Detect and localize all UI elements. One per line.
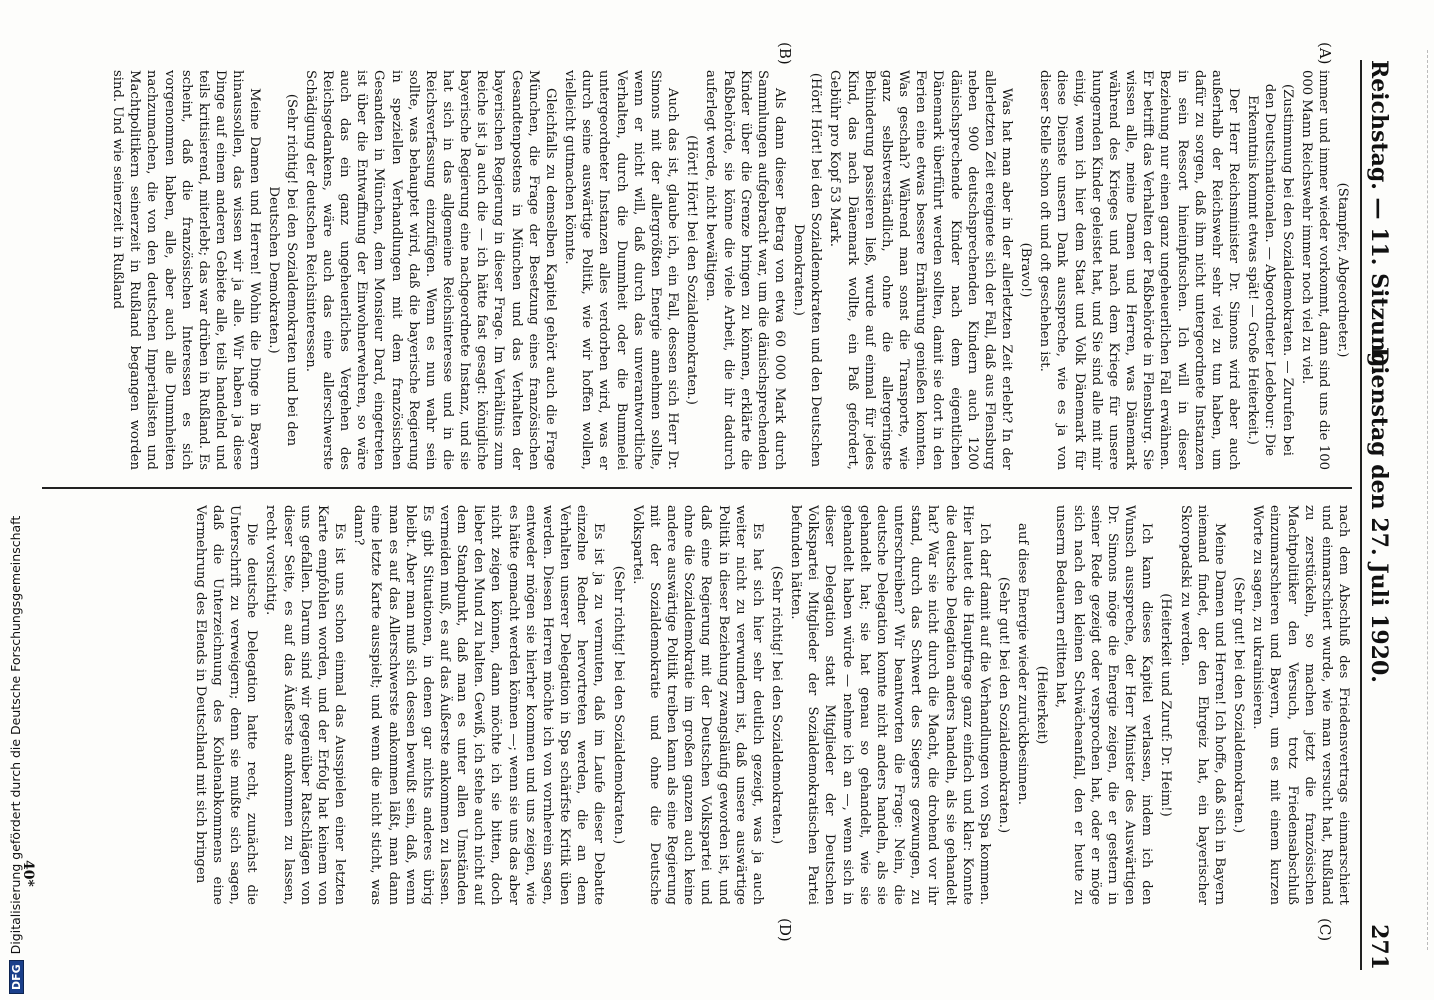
paragraph: Meine Damen und Herren! Wohin die Dinge in Bayern hinaussollen, das wissen wir ja alle. Wir haben ja diese Dinge auf einem anderen Gebiete alle, teils handelnd und teils kritisierend, miterlebt; das war drüben in Rußland. Es scheint, daß die französischen Interessen es sich vorgenommen haben, alle, aber auch alle Dummheiten nachzumachen, die von den deutschen Imperialisten und Machtpolitikern seinerzeit in Rußland begangen worden sind. Und wie seinerzeit in Rußland	[110, 70, 263, 470]
interjection-text: (Sehr richtig! bei den Sozialdemokraten.)	[769, 565, 784, 845]
signature-mark: 40*	[20, 860, 36, 887]
margin-marker-a: (A)	[1316, 42, 1334, 65]
interjection-text: (Bravo!)	[1018, 242, 1034, 298]
paragraph: Es ist uns schon einmal das Ausspielen einer letzten Karte empfohlen worden, und der Erfolg hat keinem von uns gefallen. Darum sind wir gegenüber Ratschlägen von dieser Seite, es auf das Äußerste ankommen zu lassen, recht vorsichtig.	[263, 505, 348, 905]
interjection-text: (Sehr richtig! bei den Sozialdemokraten.)	[610, 565, 626, 845]
interjection-text: (Heiterkeit)	[1034, 665, 1050, 745]
right-text-column	[42, 505, 1352, 905]
paragraph: Die deutsche Delegation hatte recht, zunächst die Unterschrift zu verweigern; denn sie mußte sich sagen, daß die Unterzeichnung des Kohlenabkommens eine Vermehrung des Elends in Deutschland mit sich bringen	[192, 505, 260, 905]
paragraph: Es ist ja zu vermuten, daß im Laufe dieser Debatte einzelne Redner hervortreten werden, die an dem Verhalten unserer Delegation in Spa schärfste Kritik üben werden. Diesen Herren möchte ich von vornherein sagen, entweder mögen sie hierher kommen und uns zeigen, wie es hätte gemacht werden können —; wenn sie uns das aber nicht zeigen können, dann möchte ich sie bitten, doch lieber den Mund zu halten. Gewiß, ich stehe auch nicht auf dem Standpunkt, daß man es unter allen Umständen vermeiden muß, es auf das Äußerste ankommen zu lassen. Es gibt Situationen, in denen gar nichts anderes übrig bleibt. Aber man muß sich dessen bewußt sein, daß, wenn man es auf das Allerschwerste ankommen läßt, man dann eine letzte Karte ausspielt; und wenn die nicht sticht, was dann?	[351, 505, 607, 905]
interjection-text: (Sehr richtig! bei den Sozialdemokraten und bei den Deutschen Demokraten.)	[266, 93, 299, 447]
page-number: 271	[1366, 924, 1392, 970]
paragraph: auf diese Energie wieder zurückbesinnen.	[1015, 523, 1031, 805]
digitization-note	[0, 0, 28, 1000]
scan-top-edge	[1427, 50, 1428, 950]
column-divider	[42, 487, 1352, 489]
paragraph: Gleichfalls zu demselben Kapitel gehört auch die Frage München, die Frage der Besetzung eines französischen Gesandtenpostens in München und das Verhalten der bayerischen Regierung in dieser Frage. Im Verhältnis zum Reiche ist ja auch die — ich hätte fast gesagt: königliche bayerische Regierung eine nachgeordnete Instanz, und sie hat sich in das allgemeine Reichsinteresse und in die Reichsverfassung einzufügen. Wenn es nun wahr sein sollte, was behauptet wird, daß die bayerische Regierung in speziellen Verhandlungen mit dem französischen Gesandten in München, dem Monsieur Dard, eingetreten ist über die Entwaffnung der Einwohnerwehren, so wäre auch das ein ganz ungeheuerliches Vergehen des Reichsgedankens, wäre auch das eine allerschwerste Schädigung der deutschen Reichsinteressen.	[302, 70, 558, 470]
paragraph: Auch das ist, glaube ich, ein Fall, dessen sich Herr Dr. Simons mit der allergrößten Energie annehmen sollte, wenn er nicht will, daß durch das unverantwortliche Verhalten, durch die Dummheit oder die Bummelei untergeordneter Instanzen alles verdorben wird, was er durch seine auswärtige Politik, wie wir hoffen wollen, vielleicht gutmachen könnte.	[562, 70, 681, 470]
paragraph: immer und immer wieder vorkommt, dann sind uns die 100 000 Mann Reichswehr immer noch viel zu viel.	[1298, 70, 1331, 470]
digitization-credit: Digitalisierung gefördert durch die Deutsche Forschungsgemeinschaft	[8, 515, 23, 955]
interjection-text: (Stampfer, Abgeordneter.)	[1335, 182, 1350, 358]
paragraph: Meine Damen und Herren! Ich hoffe, daß sich in Bayern niemand findet, der den Ehrgeiz hat, ein bayerischer Skoropadski zu werden.	[1177, 505, 1227, 905]
page-header	[1360, 60, 1392, 970]
paragraph: Ich kann dieses Kapitel verlassen, indem ich den Wunsch ausspreche, der Herr Minister des Auswärtigen Dr. Simons möge die Energie zeigen, die er gestern in seiner Rede gezeigt oder versprochen hat, oder er möge sich nach den kleinen Schwächeanfall, den er heute zu unserm Bedauern erlitten hat,	[1053, 505, 1155, 905]
margin-marker-b: (B)	[776, 42, 794, 65]
paragraph: Als dann dieser Betrag von etwa 60 000 Mark durch Sammlungen aufgebracht war, um die dänischsprechenden Kinder über die Grenze bringen zu können, erklärte die Paßbehörde, sie könne die viele Arbeit, die ihr dadurch auferlegt werde, nicht bewältigen.	[703, 70, 787, 470]
margin-marker-c: (C)	[1316, 918, 1334, 942]
dfg-logo: DFG	[9, 960, 24, 994]
paragraph: Was hat man aber in der allerletzten Zeit erlebt? In der allerletzten Zeit ereignete sich der Fall, daß aus Flensburg neben 900 deutschsprechenden Kindern auch 1200 dänischsprechende Kinder nach dem eigentlichen Dänemark überführt werden sollten, damit sie dort in den Ferien eine etwas bessere Ernährung genießen konnten. Was geschah? Während man sonst die Transporte, wie ganz selbstverständlich, ohne die allergeringste Behinderung passieren ließ, wurde auf einmal für jedes Kind, das nach Dänemark wollte, ein Paß gefordert, Gebühr pro Kopf 53 Mark.	[827, 70, 1015, 470]
paragraph: nach dem Abschluß des Friedensvertrags einmarschiert und einmarschiert wurde, wie man versucht hat, Rußland zu zerstückeln, so machen jetzt die französischen Machtpolitiker den Versuch, trotz Friedensabschluß einzumarschieren und Bayern, um es mit einem kurzen Worte zu sagen, zu ukrainisieren.	[1250, 505, 1351, 905]
interjection-text: (Hört! Hört! bei den Sozialdemokraten und den Deutschen Demokraten.)	[791, 72, 824, 468]
header-date: Dienstag den 27. Juli 1920.	[1366, 347, 1392, 683]
interjection-text: (Hört! Hört! bei den Sozialdemokraten.)	[684, 135, 700, 405]
interjection-text: (Sehr gut! bei den Sozialdemokraten.)	[1231, 576, 1247, 834]
interjection-text: (Sehr gut! bei den Sozialdemokraten.)	[996, 576, 1012, 834]
header-session: Reichstag. — 11. Sitzung.	[1366, 60, 1392, 376]
margin-marker-d: (D)	[776, 918, 794, 942]
interjection-text: (Zustimmung bei den Sozialdemokraten. — Zurufen bei den Deutschnationalen. — Abgeordneter Ledebour: Die Erkenntnis kommt etwas spät! — Große Heiterkeit.)	[1245, 83, 1295, 457]
interjection-text: (Heiterkeit und Zuruf: Dr. Heim!)	[1158, 593, 1174, 817]
paragraph: Es hat sich hier sehr deutlich gezeigt, was ja auch weiter nicht zu verwundern ist, daß unsere auswärtige Politik in dieser Beziehung zwangsläufig geworden ist, und daß eine Regierung mit der Deutschen Volkspartei und ohne die Sozialdemokratie im großen ganzen auch keine andere auswärtige Politik treiben kann als eine Regierung mit der Sozialdemokratie und ohne die Deutsche Volkspartei.	[629, 505, 765, 905]
left-text-column	[42, 70, 1352, 470]
paragraph: Ich darf damit auf die Verhandlungen von Spa kommen. Hier lautet die Hauptfrage ganz einfach und klar: Konnte die deutsche Delegation anders handeln, als sie gehandelt hat? War sie nicht durch die Macht, die drohend vor ihr stand, durch das Schwert des Siegers gezwungen, zu unterschreiben? Wir beantworten die Frage: Nein, die deutsche Delegation konnte nicht anders handeln, als sie gehandelt hat; sie hat genau so gehandelt, wie sie gehandelt haben würde — nehme ich an —, wenn sich in dieser Delegation statt Mitglieder der Deutschen Volkspartei Mitglieder der Sozialdemokratischen Partei befunden hätten.	[788, 505, 992, 905]
paragraph: Der Herr Reichsminister Dr. Simons wird aber auch außerhalb der Reichswehr sehr viel zu tun haben, um dafür zu sorgen, daß ihm nicht untergeordnete Instanzen in sein Ressort hineinpfuschen. Ich will in dieser Beziehung nur einen ganz ungeheuerlichen Fall erwähnen. Er betrifft das Verhalten der Paßbehörde in Flensburg. Sie wissen alle, meine Damen und Herren, was Dänemark während des Krieges und nach dem Kriege für unsere hungernden Kinder geleistet hat, und Sie sind alle mit mir einig, wenn ich hier dem Staat und Volk Dänemark für diese Dienste unsern Dank ausspreche, wie es ja von dieser Stelle schon oft und oft geschehen ist.	[1037, 70, 1242, 470]
